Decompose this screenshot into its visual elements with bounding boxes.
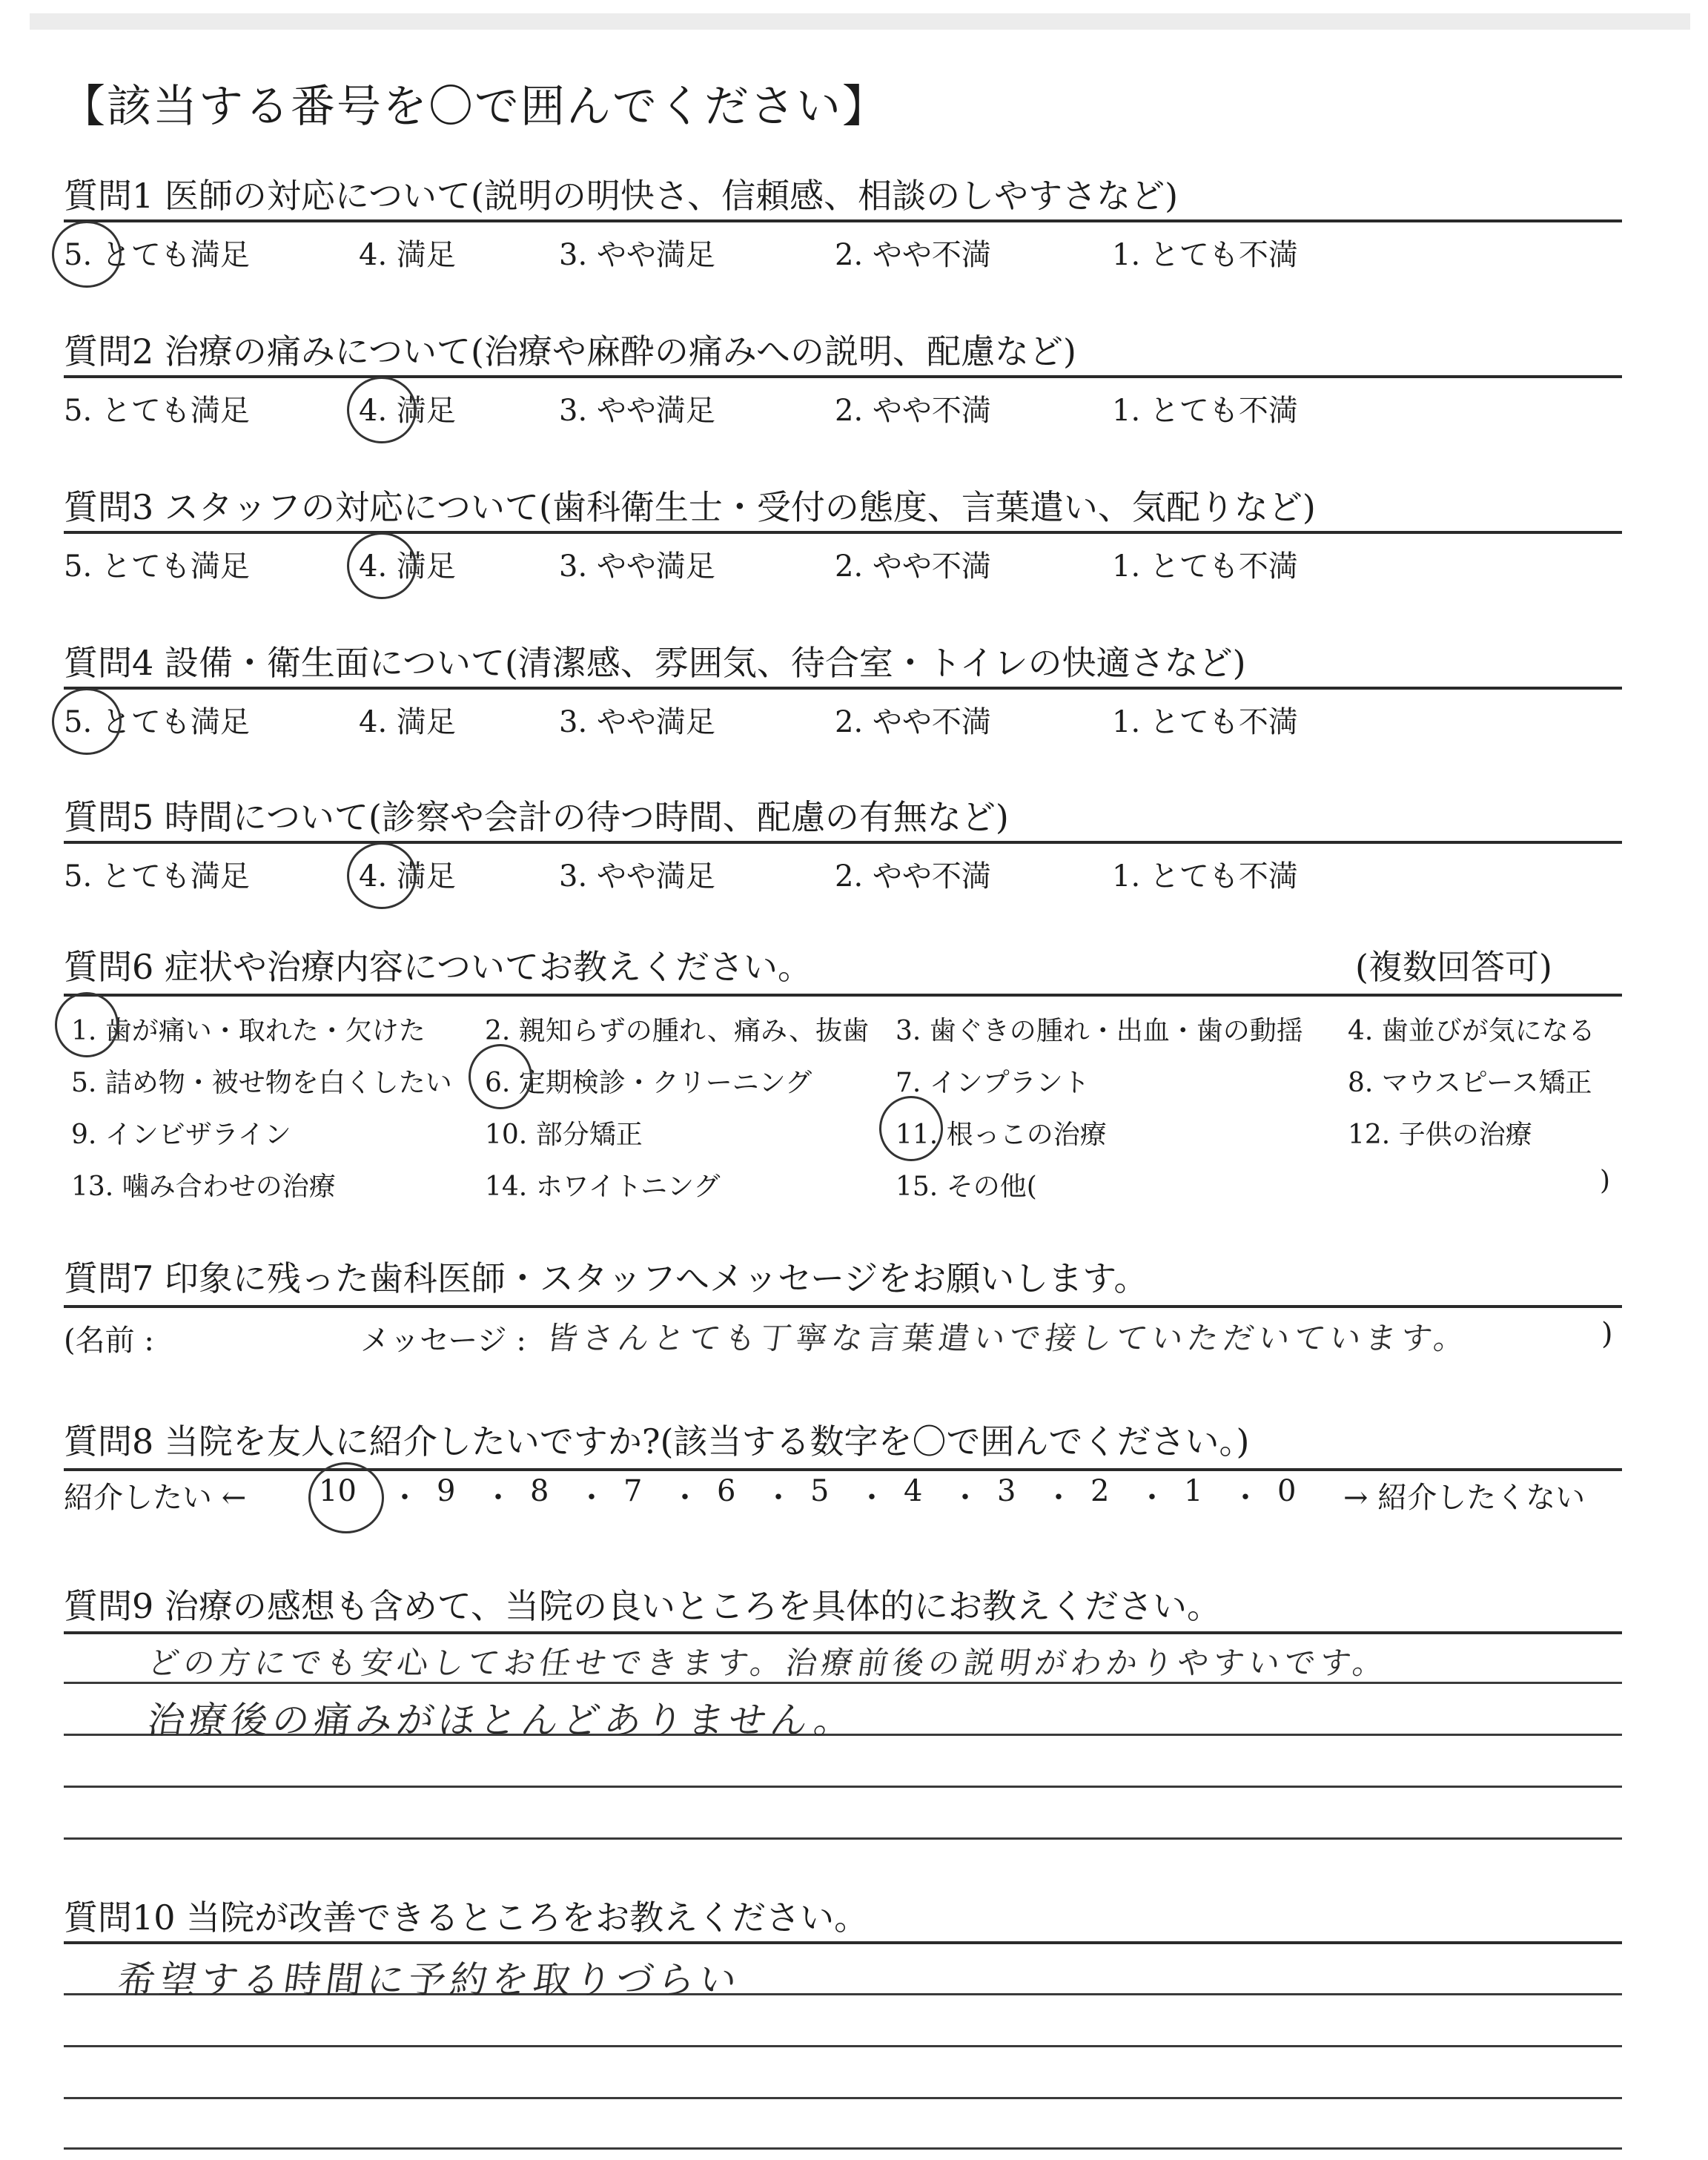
q8-right-label: → 紹介したくない: [1343, 1481, 1586, 1515]
q5-rule: [64, 841, 1622, 844]
q1-option-2[interactable]: 2. やや不満: [835, 238, 991, 272]
q8-scale-0[interactable]: 0: [1277, 1474, 1297, 1508]
q1-selection-circle: [52, 221, 122, 288]
q3-option-5[interactable]: 5. とても満足: [64, 549, 250, 584]
q6-other-close: ): [1600, 1166, 1611, 1196]
q8-scale-5[interactable]: 5: [810, 1474, 830, 1508]
q6-option-8[interactable]: 8. マウスピース矯正: [1348, 1068, 1592, 1098]
q6-option-14[interactable]: 14. ホワイトニング: [485, 1172, 721, 1202]
q5-selection-circle: [347, 842, 417, 909]
q4-title: 質問4 設備・衛生面について(清潔感、雰囲気、待合室・トイレの快適さなど): [64, 643, 1246, 683]
page-heading: 【該当する番号を〇で囲んでください】: [61, 81, 888, 133]
q2-title: 質問2 治療の痛みについて(治療や麻酔の痛みへの説明、配慮など): [64, 331, 1076, 371]
q7-title: 質問7 印象に残った歯科医師・スタッフへメッセージをお願いします。: [64, 1258, 1148, 1298]
q6-option-4[interactable]: 4. 歯並びが気になる: [1348, 1016, 1595, 1046]
q8-left-label: 紹介したい ←: [64, 1481, 247, 1515]
q9-answer-handwriting: 治療後の痛みがほとんどありません。: [145, 1699, 859, 1742]
q1-title: 質問1 医師の対応について(説明の明快さ、信頼感、相談のしやすさなど): [64, 176, 1179, 216]
q2-option-2[interactable]: 2. やや不満: [835, 394, 991, 428]
q1-option-4[interactable]: 4. 満足: [359, 238, 456, 272]
q6-selection-circle: [55, 992, 119, 1057]
q5-option-3[interactable]: 3. やや満足: [559, 859, 715, 894]
q10-answer-line: [64, 2045, 1622, 2047]
q2-rule: [64, 375, 1622, 378]
q10-answer-line: [64, 2147, 1622, 2150]
q8-scale-8[interactable]: 8: [530, 1474, 549, 1508]
scan-top-edge: [30, 13, 1690, 30]
q3-rule: [64, 531, 1622, 534]
q6-option-9[interactable]: 9. インビザライン: [71, 1120, 291, 1150]
q5-option-4[interactable]: 4. 満足: [359, 859, 456, 894]
q4-option-2[interactable]: 2. やや不満: [835, 705, 991, 739]
q9-answer-handwriting: どの方にでも安心してお任せできます。治療前後の説明がわかりやすいです。: [145, 1645, 1391, 1681]
q6-option-6[interactable]: 6. 定期検診・クリーニング: [485, 1068, 812, 1098]
q6-title: 質問6 症状や治療内容についてお教えください。: [64, 947, 812, 987]
q8-scale-dot: ・: [1137, 1481, 1167, 1515]
q3-selection-circle: [347, 532, 417, 599]
q4-option-4[interactable]: 4. 満足: [359, 705, 456, 739]
q10-answer-line: [64, 2097, 1622, 2099]
q4-selection-circle: [52, 688, 122, 755]
q7-message-handwriting: 皆さんとても丁寧な言葉遣いで接していただいています。: [544, 1320, 1472, 1356]
q8-scale-3[interactable]: 3: [997, 1474, 1016, 1508]
q8-scale-dot: ・: [1231, 1481, 1260, 1515]
q6-note: (複数回答可): [1355, 947, 1552, 987]
q6-option-13[interactable]: 13. 噛み合わせの治療: [71, 1172, 336, 1202]
q6-option-7[interactable]: 7. インプラント: [896, 1068, 1090, 1098]
q7-close-paren: ): [1601, 1317, 1613, 1351]
q1-option-1[interactable]: 1. とても不満: [1112, 238, 1298, 272]
q8-scale-dot: ・: [857, 1481, 887, 1515]
q7-rule: [64, 1305, 1622, 1308]
q6-option-2[interactable]: 2. 親知らずの腫れ、痛み、抜歯: [485, 1016, 870, 1046]
q4-rule: [64, 687, 1622, 690]
q8-title: 質問8 当院を友人に紹介したいですか?(該当する数字を〇で囲んでください。): [64, 1421, 1250, 1462]
q8-scale-dot: ・: [950, 1481, 980, 1515]
q1-option-5[interactable]: 5. とても満足: [64, 238, 250, 272]
q8-scale-dot: ・: [390, 1481, 420, 1515]
q8-rule: [64, 1468, 1622, 1471]
q3-title: 質問3 スタッフの対応について(歯科衛生士・受付の態度、言葉遣い、気配りなど): [64, 487, 1316, 527]
q3-option-3[interactable]: 3. やや満足: [559, 549, 715, 584]
q8-selection-circle: [308, 1462, 384, 1533]
q7-name-label: (名前 :: [64, 1324, 154, 1358]
q8-scale-9[interactable]: 9: [437, 1474, 456, 1508]
q3-option-2[interactable]: 2. やや不満: [835, 549, 991, 584]
q1-option-3[interactable]: 3. やや満足: [559, 238, 715, 272]
q8-scale-1[interactable]: 1: [1184, 1474, 1203, 1508]
q6-selection-circle: [879, 1096, 943, 1161]
q2-selection-circle: [347, 377, 417, 443]
q7-message-label: メッセージ :: [360, 1324, 526, 1358]
q6-option-15[interactable]: 15. その他(: [896, 1172, 1037, 1202]
q8-scale-7[interactable]: 7: [623, 1474, 643, 1508]
q5-option-1[interactable]: 1. とても不満: [1112, 859, 1298, 894]
q2-option-5[interactable]: 5. とても満足: [64, 394, 250, 428]
q9-answer-line: [64, 1837, 1622, 1840]
q5-option-2[interactable]: 2. やや不満: [835, 859, 991, 894]
q2-option-4[interactable]: 4. 満足: [359, 394, 456, 428]
q6-option-3[interactable]: 3. 歯ぐきの腫れ・出血・歯の動揺: [896, 1016, 1303, 1046]
q4-option-5[interactable]: 5. とても満足: [64, 705, 250, 739]
q10-title: 質問10 当院が改善できるところをお教えください。: [64, 1898, 869, 1938]
q8-scale-dot: ・: [483, 1481, 513, 1515]
q10-rule: [64, 1941, 1622, 1944]
q2-option-1[interactable]: 1. とても不満: [1112, 394, 1298, 428]
q8-scale-4[interactable]: 4: [904, 1474, 923, 1508]
q8-scale-dot: ・: [670, 1481, 700, 1515]
q4-option-1[interactable]: 1. とても不満: [1112, 705, 1298, 739]
q5-title: 質問5 時間について(診察や会計の待つ時間、配慮の有無など): [64, 797, 1009, 837]
q8-scale-dot: ・: [764, 1481, 793, 1515]
q5-option-5[interactable]: 5. とても満足: [64, 859, 250, 894]
q3-option-4[interactable]: 4. 満足: [359, 549, 456, 584]
q3-option-1[interactable]: 1. とても不満: [1112, 549, 1298, 584]
q8-scale-2[interactable]: 2: [1090, 1474, 1110, 1508]
q6-option-10[interactable]: 10. 部分矯正: [485, 1120, 643, 1150]
q1-rule: [64, 219, 1622, 222]
q9-answer-line: [64, 1786, 1622, 1788]
q6-selection-circle: [469, 1044, 532, 1109]
q8-scale-10[interactable]: 10: [319, 1474, 357, 1508]
q4-option-3[interactable]: 3. やや満足: [559, 705, 715, 739]
q8-scale-dot: ・: [1044, 1481, 1073, 1515]
q6-option-1[interactable]: 1. 歯が痛い・取れた・欠けた: [71, 1016, 426, 1046]
q6-option-5[interactable]: 5. 詰め物・被せ物を白くしたい: [71, 1068, 452, 1098]
q8-scale-6[interactable]: 6: [717, 1474, 736, 1508]
q2-option-3[interactable]: 3. やや満足: [559, 394, 715, 428]
q6-option-12[interactable]: 12. 子供の治療: [1348, 1120, 1532, 1150]
q9-rule: [64, 1631, 1622, 1634]
q8-scale-dot: ・: [577, 1481, 606, 1515]
q10-answer-handwriting: 希望する時間に予約を取りづらい: [115, 1958, 744, 2001]
q6-rule: [64, 994, 1622, 997]
q9-title: 質問9 治療の感想も含めて、当院の良いところを具体的にお教えください。: [64, 1586, 1221, 1626]
q6-option-11[interactable]: 11. 根っこの治療: [896, 1120, 1107, 1150]
